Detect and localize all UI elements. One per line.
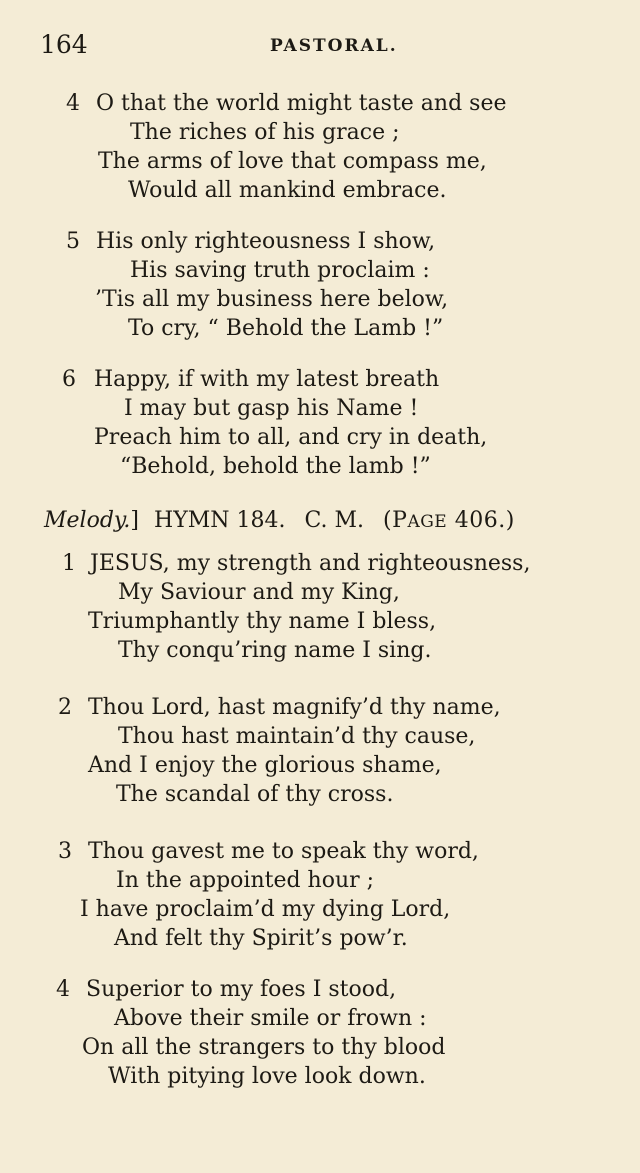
stanza-number: 5 [66,229,80,254]
page-ref-close: 406.) [447,508,515,533]
stanza-number: 4 [56,977,70,1002]
verse-line: The arms of love that compass me, [98,149,487,174]
page-header [40,30,600,66]
heading-bracket: ] [130,508,140,533]
verse-line: My Saviour and my King, [118,580,400,605]
verse-line: ’Tis all my business here below, [95,287,449,312]
hymn-heading [44,506,515,537]
verse-line: Above their smile or frown : [114,1006,427,1031]
stanza-number: 1 [62,551,76,576]
verse-line: O that the world might taste and see [96,91,507,116]
verse-line: To cry, “ Behold the Lamb !” [128,316,444,341]
verse-line: In the appointed hour ; [116,868,375,893]
hymn-meter: C. M. [304,508,365,533]
stanza-number: 2 [58,695,72,720]
page-ref-small: AGE [407,512,448,532]
verse-line: His only righteousness I show, [96,229,436,254]
verse-line: And I enjoy the glorious shame, [88,753,442,778]
verse-line: Preach him to all, and cry in death, [94,425,488,450]
verse-line: Thou Lord, hast magnify’d thy name, [88,695,501,720]
verse-line: I may but gasp his Name ! [124,396,419,421]
page-reference [383,508,515,533]
verse-line: Thou gavest me to speak thy word, [88,839,479,864]
hymn-title: HYMN 184. [154,508,286,533]
verse-line: Happy, if with my latest breath [94,367,440,392]
verse-line: And felt thy Spirit’s pow’r. [114,926,408,951]
verse-line: With pitying love look down. [108,1064,426,1089]
verse-line: JESUS, my strength and righteousness, [90,551,531,576]
melody-label: Melody. [44,508,131,533]
stanza-number: 4 [66,91,80,116]
verse-line: Thou hast maintain’d thy cause, [118,724,476,749]
verse-line: Thy conqu’ring name I sing. [118,638,432,663]
page-ref-open: (P [383,508,408,533]
running-title: PASTORAL. [270,36,398,56]
verse-line: The riches of his grace ; [130,120,400,145]
verse-line: His saving truth proclaim : [130,258,430,283]
verse-line: I have proclaim’d my dying Lord, [80,897,451,922]
verse-line: Superior to my foes I stood, [86,977,397,1002]
verse-line: Triumphantly thy name I bless, [88,609,437,634]
verse-line: On all the strangers to thy blood [82,1035,446,1060]
verse-line: “Behold, behold the lamb !” [120,454,431,479]
verse-line: Would all mankind embrace. [128,178,447,203]
verse-line: The scandal of thy cross. [116,782,394,807]
page-number: 164 [40,30,88,59]
stanza-number: 6 [62,367,76,392]
stanza-number: 3 [58,839,72,864]
